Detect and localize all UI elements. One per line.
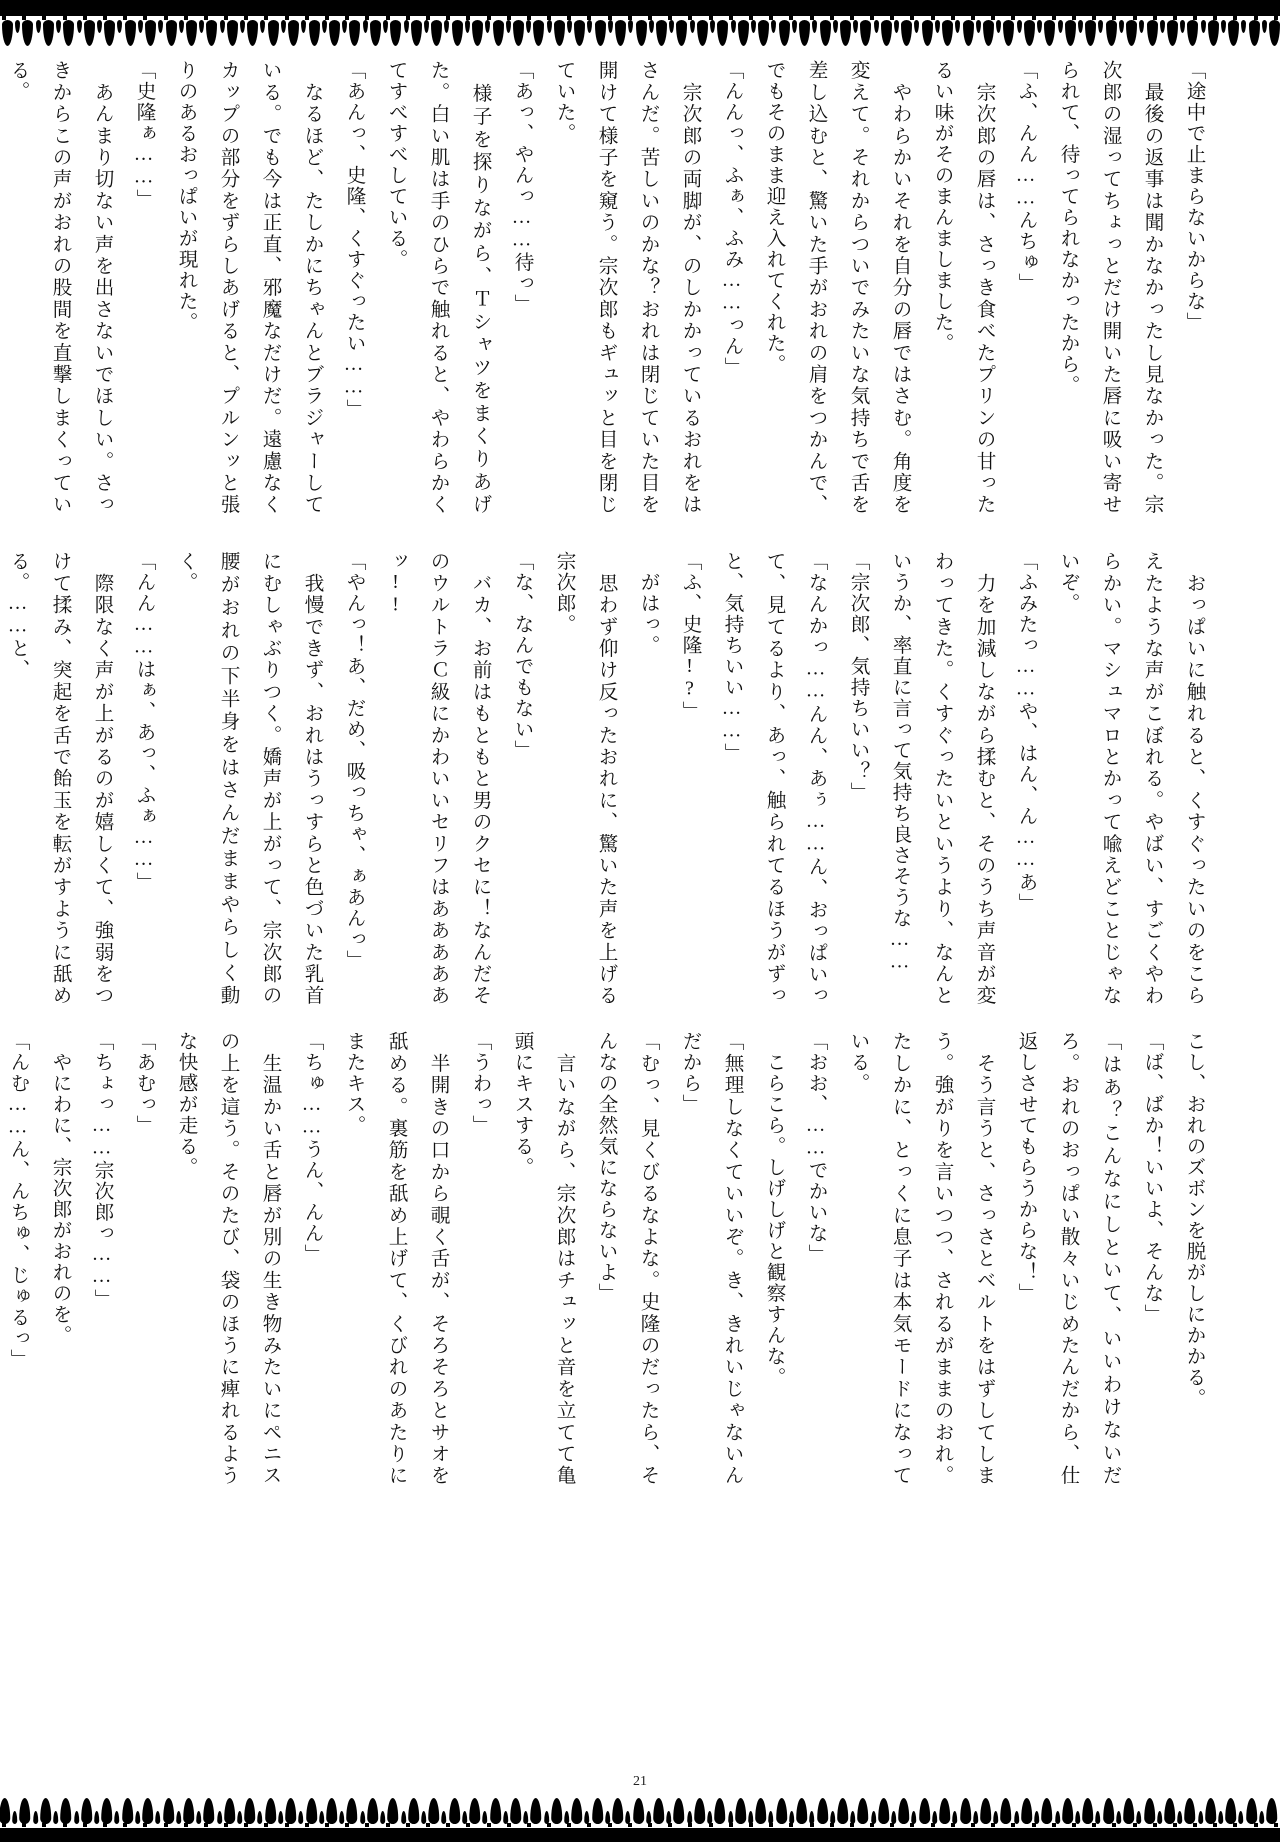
border-flame-small-icon: [604, 20, 614, 46]
border-flame-small-icon: [543, 20, 553, 46]
border-flame-small-icon: [195, 20, 205, 46]
border-flame-small-icon: [297, 20, 307, 46]
border-flame-small-icon: [645, 20, 655, 46]
border-flame-icon: [1023, 1798, 1033, 1824]
border-flame-small-icon: [788, 20, 798, 46]
paragraph: 「おお、……でかいな」: [805, 1031, 826, 1265]
top-border-solid-band: [0, 0, 1280, 16]
border-flame-small-icon: [522, 20, 532, 46]
border-flame-icon: [594, 1798, 604, 1824]
paragraph: やわらかいそれを自分の唇ではさむ。角度を変えて。それからついでみたいな気持ちで舌を差し込むと、驚いた手がおれの肩をつかんで、でもそのまま迎え入れてくれた。: [763, 60, 910, 515]
border-flame-icon: [798, 1798, 808, 1824]
border-flame-small-icon: [277, 20, 287, 46]
border-flame-small-icon: [1013, 20, 1023, 46]
border-flame-icon: [451, 1798, 461, 1824]
paragraph: 「やんっ！あ、だめ、吸っちゃ、ぁあんっ」: [343, 551, 364, 971]
border-flame-icon: [532, 1798, 542, 1824]
border-flame-icon: [1146, 20, 1156, 46]
border-flame-icon: [1125, 1798, 1135, 1824]
border-flame-icon: [287, 1798, 297, 1824]
border-flame-small-icon: [236, 20, 246, 46]
border-flame-icon: [42, 20, 52, 46]
border-flame-small-icon: [829, 20, 839, 46]
border-flame-small-icon: [727, 20, 737, 46]
border-flame-icon: [880, 20, 890, 46]
paragraph: 「んん……はぁ、あっ、ふぁ……」: [133, 551, 154, 893]
border-flame-small-icon: [931, 20, 941, 46]
border-flame-small-icon: [32, 20, 42, 46]
border-flame-icon: [1084, 1798, 1094, 1824]
border-flame-icon: [124, 1798, 134, 1824]
border-flame-icon: [165, 1798, 175, 1824]
border-flame-small-icon: [563, 20, 573, 46]
border-flame-small-icon: [440, 20, 450, 46]
border-flame-icon: [83, 20, 93, 46]
border-flame-small-icon: [1237, 20, 1247, 46]
border-flame-small-icon: [1197, 20, 1207, 46]
border-flame-small-icon: [461, 20, 471, 46]
border-flame-icon: [737, 20, 747, 46]
border-flame-small-icon: [747, 20, 757, 46]
border-flame-icon: [430, 20, 440, 46]
border-flame-small-icon: [910, 20, 920, 46]
border-flame-small-icon: [216, 20, 226, 46]
paragraph: がはっ。: [637, 551, 658, 656]
border-flame-icon: [1207, 1798, 1217, 1824]
paragraph: 「んんっ、ふぁ、ふみ……っん」: [721, 60, 742, 378]
border-flame-small-icon: [420, 20, 430, 46]
border-flame-icon: [1227, 20, 1237, 46]
border-flame-small-icon: [1156, 20, 1166, 46]
border-flame-icon: [165, 20, 175, 46]
paragraph: バカ、お前はもともと男のクセに！なんだそのウルトラＣ級にかわいいセリフはあああああッ!!: [385, 551, 490, 1006]
border-flame-icon: [962, 20, 972, 46]
paragraph: 思わず仰け反ったおれに、驚いた声を上げる宗次郎。: [553, 551, 616, 1006]
border-flame-icon: [246, 20, 256, 46]
border-flame-small-icon: [93, 20, 103, 46]
border-flame-icon: [655, 20, 665, 46]
paragraph: 「なんかっ……んん、あぅ……ん、おっぱいって、見てるより、あっ、触られてるほうがずっと、気持ちいい……」: [721, 551, 826, 1006]
border-flame-icon: [430, 1798, 440, 1824]
border-flame-icon: [308, 1798, 318, 1824]
border-flame-icon: [1207, 20, 1217, 46]
paragraph: 「あっ、やんっ……待っ」: [511, 60, 532, 315]
border-flame-small-icon: [154, 20, 164, 46]
border-flame-icon: [1227, 1798, 1237, 1824]
paragraph: 「史隆ぁ……」: [133, 60, 154, 210]
paragraph: 「むっ、見くびるなよな。史隆のだったら、そんなの全然気にならないよ」: [595, 1031, 658, 1486]
border-flame-icon: [859, 1798, 869, 1824]
border-flame-small-icon: [972, 20, 982, 46]
border-flame-icon: [696, 1798, 706, 1824]
page-number: 21: [633, 1774, 647, 1789]
border-flame-icon: [553, 1798, 563, 1824]
border-flame-icon: [492, 1798, 502, 1824]
text-block-3: [7, 1031, 1214, 1486]
border-flame-small-icon: [52, 20, 62, 46]
border-flame-icon: [185, 20, 195, 46]
border-flame-icon: [62, 1798, 72, 1824]
paragraph: 「はあ？こんなにしといて、いいわけないだろ。おれのおっぱい散々いじめたんだから、仕返しさせてもらうからな！」: [1015, 1031, 1120, 1486]
border-flame-icon: [410, 20, 420, 46]
border-flame-small-icon: [359, 20, 369, 46]
bottom-border-decoration: [0, 1798, 1280, 1842]
border-flame-small-icon: [1217, 20, 1227, 46]
border-flame-icon: [1248, 1798, 1258, 1824]
border-flame-icon: [1125, 20, 1135, 46]
border-flame-small-icon: [11, 20, 21, 46]
border-flame-icon: [573, 1798, 583, 1824]
border-flame-icon: [226, 1798, 236, 1824]
border-flame-icon: [635, 20, 645, 46]
border-flame-icon: [798, 20, 808, 46]
border-flame-icon: [839, 20, 849, 46]
paragraph: 言いながら、宗次郎はチュッと音を立てて亀頭にキスする。: [511, 1031, 574, 1486]
border-flame-icon: [144, 1798, 154, 1824]
border-flame-small-icon: [583, 20, 593, 46]
text-block-1: [7, 60, 1214, 515]
border-flame-icon: [492, 20, 502, 46]
paragraph: 宗次郎の両脚が、のしかかっているおれをはさんだ。苦しいのかな？おれは閉じていた目を開けて様子を窺う。宗次郎もギュッと目を閉じていた。: [553, 60, 700, 515]
paragraph: 「な、なんでもない」: [511, 551, 532, 761]
border-flame-icon: [982, 20, 992, 46]
border-flame-icon: [1064, 20, 1074, 46]
border-flame-icon: [369, 20, 379, 46]
paragraph: 宗次郎の唇は、さっき食べたプリンの甘ったるい味がそのまんましました。: [931, 60, 994, 515]
border-flame-icon: [389, 20, 399, 46]
border-flame-icon: [941, 20, 951, 46]
bottom-border-spike-row: [0, 1798, 1280, 1824]
border-flame-icon: [451, 20, 461, 46]
border-flame-small-icon: [706, 20, 716, 46]
border-flame-icon: [512, 1798, 522, 1824]
border-flame-small-icon: [870, 20, 880, 46]
border-flame-icon: [675, 1798, 685, 1824]
border-flame-small-icon: [890, 20, 900, 46]
paragraph: あんまり切ない声を出さないでほしい。さっきからこの声がおれの股間を直撃しまくっている。: [7, 60, 112, 515]
border-flame-icon: [880, 1798, 890, 1824]
border-flame-icon: [532, 20, 542, 46]
border-flame-small-icon: [992, 20, 1002, 46]
border-flame-icon: [778, 1798, 788, 1824]
border-flame-icon: [124, 20, 134, 46]
paragraph: 「無理しなくていいぞ。き、きれいじゃないんだから」: [679, 1031, 742, 1486]
border-flame-small-icon: [1033, 20, 1043, 46]
border-flame-small-icon: [338, 20, 348, 46]
border-flame-small-icon: [1074, 20, 1084, 46]
border-flame-icon: [348, 20, 358, 46]
paragraph: 「ちょっ……宗次郎っ……」: [91, 1031, 112, 1310]
border-flame-icon: [921, 1798, 931, 1824]
border-flame-icon: [1043, 1798, 1053, 1824]
border-flame-icon: [471, 20, 481, 46]
border-flame-icon: [103, 20, 113, 46]
paragraph: やにわに、宗次郎がおれのを。: [49, 1031, 70, 1346]
border-flame-small-icon: [686, 20, 696, 46]
border-flame-icon: [594, 20, 604, 46]
border-flame-icon: [1146, 1798, 1156, 1824]
paragraph: 「ふ、んん……んちゅ」: [1015, 60, 1036, 294]
page-content: [0, 46, 1280, 1790]
border-flame-icon: [1002, 20, 1012, 46]
border-flame-icon: [696, 20, 706, 46]
border-flame-icon: [308, 20, 318, 46]
border-flame-small-icon: [951, 20, 961, 46]
paragraph: 最後の返事は聞かなかったし見なかった。宗次郎の湿ってちょっとだけ開いた唇に吸い寄せられて、待ってられなかったから。: [1057, 60, 1162, 515]
paragraph: 「あむっ」: [133, 1031, 154, 1136]
paragraph: 「あんっ、史隆、くすぐったい……」: [343, 60, 364, 420]
border-flame-icon: [348, 1798, 358, 1824]
border-flame-icon: [1186, 20, 1196, 46]
border-flame-icon: [982, 1798, 992, 1824]
border-flame-icon: [1166, 1798, 1176, 1824]
border-flame-small-icon: [73, 20, 83, 46]
border-flame-icon: [1105, 20, 1115, 46]
border-flame-icon: [1064, 1798, 1074, 1824]
border-flame-small-icon: [1135, 20, 1145, 46]
bottom-border-solid-band: [0, 1828, 1280, 1842]
border-flame-icon: [1105, 1798, 1115, 1824]
border-flame-small-icon: [624, 20, 634, 46]
border-flame-icon: [1084, 20, 1094, 46]
border-flame-icon: [1043, 20, 1053, 46]
border-flame-icon: [655, 1798, 665, 1824]
border-flame-icon: [573, 20, 583, 46]
paragraph: 「んむ……ん、んちゅ、じゅるっ」: [7, 1031, 28, 1370]
border-flame-icon: [941, 1798, 951, 1824]
border-flame-icon: [737, 1798, 747, 1824]
border-flame-icon: [1023, 20, 1033, 46]
border-flame-small-icon: [849, 20, 859, 46]
border-flame-icon: [42, 1798, 52, 1824]
paragraph: 「宗次郎、気持ちいい？」: [847, 551, 868, 803]
border-flame-icon: [614, 1798, 624, 1824]
border-flame-icon: [267, 20, 277, 46]
border-flame-icon: [328, 1798, 338, 1824]
border-flame-icon: [757, 1798, 767, 1824]
paragraph: 「うわっ」: [469, 1031, 490, 1136]
border-flame-icon: [205, 1798, 215, 1824]
border-flame-small-icon: [256, 20, 266, 46]
border-flame-icon: [635, 1798, 645, 1824]
top-border-decoration: [0, 0, 1280, 46]
border-flame-small-icon: [1258, 20, 1268, 46]
top-border-spike-row: [0, 20, 1280, 46]
border-flame-icon: [553, 20, 563, 46]
border-flame-icon: [512, 20, 522, 46]
paragraph: なるほど、たしかにちゃんとブラジャーしている。でも今は正直、邪魔なだけだ。遠慮なくカップの部分をずらしあげると、プルンッと張りのあるおっぱいが現れた。: [175, 60, 322, 515]
paragraph: 際限なく声が上がるのが嬉しくて、強弱をつけて揉み、突起を舌で飴玉を転がすように舐める。……と、: [7, 551, 112, 1006]
border-flame-icon: [471, 1798, 481, 1824]
border-flame-icon: [819, 20, 829, 46]
border-flame-icon: [369, 1798, 379, 1824]
border-flame-icon: [819, 1798, 829, 1824]
border-flame-icon: [1002, 1798, 1012, 1824]
paragraph: 様子を探りながら、Ｔシャツをまくりあげた。白い肌は手のひらで触れると、やわらかくてすべすべしている。: [385, 60, 490, 515]
border-flame-icon: [921, 20, 931, 46]
border-flame-small-icon: [318, 20, 328, 46]
paragraph: こし、おれのズボンを脱がしにかかる。: [1183, 1031, 1204, 1409]
paragraph: 「ふ、史隆!?」: [679, 551, 700, 722]
border-flame-small-icon: [134, 20, 144, 46]
border-flame-icon: [675, 20, 685, 46]
border-flame-icon: [226, 20, 236, 46]
border-flame-icon: [287, 20, 297, 46]
border-flame-small-icon: [1176, 20, 1186, 46]
border-flame-icon: [716, 1798, 726, 1824]
border-flame-icon: [839, 1798, 849, 1824]
border-flame-small-icon: [113, 20, 123, 46]
paragraph: 「ちゅ……うん、んん」: [301, 1031, 322, 1265]
paragraph: 生温かい舌と唇が別の生き物みたいにペニスの上を這う。そのたび、袋のほうに痺れるような快感が走る。: [175, 1031, 280, 1486]
border-flame-small-icon: [665, 20, 675, 46]
border-flame-icon: [83, 1798, 93, 1824]
paragraph: おっぱいに触れると、くすぐったいのをこらえたような声がこぼれる。やばい、すごくやわらかい。マシュマロとかって喩えどことじゃないぞ。: [1057, 551, 1204, 1006]
border-flame-icon: [716, 20, 726, 46]
border-flame-icon: [21, 1798, 31, 1824]
border-flame-icon: [21, 20, 31, 46]
border-flame-small-icon: [808, 20, 818, 46]
border-flame-icon: [205, 20, 215, 46]
border-flame-icon: [1, 1798, 11, 1824]
paragraph: こらこら。しげしげと観察すんな。: [763, 1031, 784, 1388]
border-flame-small-icon: [767, 20, 777, 46]
paragraph: 我慢できず、おれはうっすらと色づいた乳首にむしゃぶりつく。嬌声が上がって、宗次郎の腰がおれの下半身をはさんだままやらしく動く。: [175, 551, 322, 1006]
border-flame-icon: [144, 20, 154, 46]
border-flame-icon: [328, 20, 338, 46]
border-flame-small-icon: [1054, 20, 1064, 46]
border-flame-icon: [859, 20, 869, 46]
border-flame-icon: [246, 1798, 256, 1824]
paragraph: そう言うと、さっさとベルトをはずしてしまう。強がりを言いつつ、されるがままのおれ。たしかに、とっくに息子は本気モードになっている。: [847, 1031, 994, 1486]
border-flame-icon: [410, 1798, 420, 1824]
paragraph: 「途中で止まらないからな」: [1183, 60, 1204, 333]
border-flame-icon: [1268, 1798, 1278, 1824]
paragraph: 「ふみたっ……や、はん、ん……あ」: [1015, 551, 1036, 914]
border-flame-icon: [1166, 20, 1176, 46]
text-block-2: [7, 551, 1214, 1006]
border-flame-icon: [1186, 1798, 1196, 1824]
border-flame-small-icon: [400, 20, 410, 46]
paragraph: 力を加減しながら揉むと、そのうち声音が変わってきた。くすぐったいというより、なんというか、率直に言って気持ち良さそうな……: [889, 551, 994, 1006]
border-flame-small-icon: [1115, 20, 1125, 46]
border-flame-icon: [62, 20, 72, 46]
border-flame-icon: [900, 1798, 910, 1824]
border-flame-small-icon: [175, 20, 185, 46]
border-flame-small-icon: [379, 20, 389, 46]
border-flame-small-icon: [502, 20, 512, 46]
border-flame-icon: [962, 1798, 972, 1824]
border-flame-icon: [778, 20, 788, 46]
paragraph: 「ば、ばか！いいよ、そんな」: [1141, 1031, 1162, 1325]
border-flame-small-icon: [481, 20, 491, 46]
border-flame-icon: [1268, 20, 1278, 46]
border-flame-icon: [185, 1798, 195, 1824]
border-flame-icon: [389, 1798, 399, 1824]
border-flame-icon: [614, 20, 624, 46]
border-flame-icon: [900, 20, 910, 46]
border-flame-small-icon: [1094, 20, 1104, 46]
border-flame-icon: [757, 20, 767, 46]
paragraph: 半開きの口から覗く舌が、そろそろとサオを舐める。裏筋を舐め上げて、くびれのあたりにまたキス。: [343, 1031, 448, 1486]
border-flame-icon: [103, 1798, 113, 1824]
border-flame-icon: [1248, 20, 1258, 46]
border-flame-icon: [267, 1798, 277, 1824]
border-flame-icon: [1, 20, 11, 46]
